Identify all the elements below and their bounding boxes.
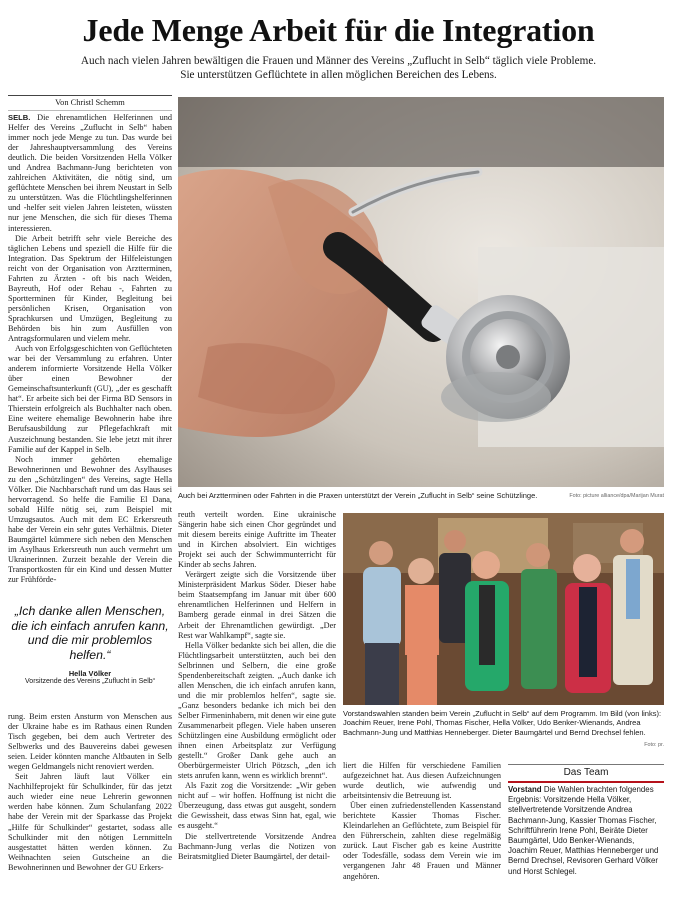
- subheadline: [0, 54, 677, 82]
- quote-author-role: Vorsitzende des Vereins „Zuflucht in Selb“: [25, 678, 155, 686]
- byline: Von Christl Schemm: [8, 95, 172, 111]
- dateline: SELB.: [8, 113, 31, 122]
- headline: Jede Menge Arbeit für die Integration: [82, 12, 595, 48]
- quote-text: „Ich danke allen Menschen, die ich einfach anrufen kann, und die mir problemlos helfen.“: [11, 604, 169, 662]
- subheadline-line-2: Sie unterstützen Geflüchtete in allen möglichen Bereichen des Lebens.: [180, 69, 497, 81]
- article-column-1-continued: [8, 712, 172, 873]
- paragraph: Auch von Erfolgsgeschichten von Geflüchteten war bei der Versammlung zu erfahren. Unter anderem informierte Vorsitzende Hella Völker über einen Bewohner der Gemeinschaftsunterkunft (GU), „der es geschafft hat“. Er arbeite sich bei der Firma BD Sensors in Thierstein erfolgreich als Buchhalter nach oben. Eine weitere ehemalige Bewohnerin habe ihre Berufsausbildung zur Pflegefachkraft mit Auszeichnung bestanden. Sie lebe jetzt mit ihrer Familie auf der Kappel in Selb.: [8, 344, 172, 454]
- photo-1-caption: Auch bei Arztterminen oder Fahrten in die Praxen unterstützt der Verein „Zuflucht in Selb“ seine Schützlinge.: [178, 491, 538, 500]
- paragraph: Die Arbeit betrifft sehr viele Bereiche des täglichen Lebens und speziell die Hilfe für die Integration. Das Spektrum der Hilfeleistungen reicht von der Organisation von Arztterminen, Fahrten zu Ärzten - oft bis nach Weiden, Bayreuth, Hof oder Rehau -, Fahrten zu Sportterminen für Kinder, Begleitung bei persönlichen Krisen, Organisation von Sprachkursen und Umzügen, Begleitung zu Behörden bis hin zum Ausfüllen von Antragsformularen und vielem mehr.: [8, 233, 172, 344]
- paragraph: Die stellvertretende Vorsitzende Andrea Bachmann-Jung verlas die Notizen von Beiratsmitglied Dieter Baumgärtel, der detail-: [178, 831, 336, 861]
- article-column-1: [8, 113, 172, 585]
- subheadline-line-1: Auch nach vielen Jahren bewältigen die Frauen und Männer des Vereins „Zuflucht in Selb“ täglich viele Probleme.: [80, 55, 597, 67]
- group-photo-illustration: [343, 513, 664, 705]
- paragraph: liert die Hilfen für verschiedene Familien aufgezeichnet hat. Aus diesen Aufzeichnungen wurde deutlich, wie aufwendig und arbeitsintensiv die Betreuung ist.: [343, 761, 501, 801]
- photo-2-caption: Vorstandswahlen standen beim Verein „Zuflucht in Selb“ auf dem Programm. Im Bild (von links): Joachim Reuer, Irene Pohl, Thomas Fischer, Hella Völker, Udo Benker-Wienands, Andrea Bachmann-Jung und Matthias Henneberger. Dieter Baumgärtel und Bernd Drechsel fehlen.: [343, 709, 662, 737]
- photo-1-credit: Foto: picture alliance/dpa/Marijan Murat: [569, 493, 664, 499]
- photo-2-credit: Foto: pr.: [644, 742, 664, 748]
- pull-quote: [8, 604, 172, 687]
- paragraph: [8, 113, 172, 234]
- paragraph: Über einen zufriedenstellenden Kassenstand berichtete Kassier Thomas Fischer. Kleindarlehen an Geflüchtete, zum Beispiel für den Führerschein, zahlten diese regelmäßig zurück. Laut Fischer gab es keine Austritte oder Todesfälle, sodass dem Verein wie im vergangenen Jahr 48 Frauen und Männer angehören.: [343, 801, 501, 881]
- group-photo: [343, 513, 664, 705]
- stethoscope-illustration: [178, 97, 664, 487]
- stethoscope-photo: [178, 97, 664, 487]
- team-box-text: Die Wahlen brachten folgendes Ergebnis: Vorsitzende Hella Völker, stellvertretende Vorsitzende Andrea Bachmann-Jung, Kassier Thomas Fischer, Schriftführerin Irene Pohl, Beiräte Dieter Baumgärtel, Udo Benker-Wienands, Joachim Reuer, Matthias Henneberger und Bernd Drechsel, Revisoren Gerhard Völker und Horst Schlegel.: [508, 785, 659, 876]
- article-column-3: [343, 761, 501, 882]
- paragraph: Noch immer gehörten ehemalige Bewohnerinnen und Bewohner des Asylhauses zu den „Schützlingen“ des Vereins, sagte Hella Völker. Die Nachbarschaft rund um das Haus sei hervorragend. So helfe die Familie El Dana, sobald Hilfe nötig sei, zum Beispiel mit Umzugsautos. Auch mit dem EC Erkersreuth habe der Verein ein sehr gutes Verhältnis. Dieter Baumgärtel kümmere sich neben den Menschen im Asylhaus Erkersreuth nun auch vermehrt um Ukrainerinnen. Zurzeit bezahle der Verein die Transportkosten für ein Kind und dessen Mutter zur Frühförde-: [8, 454, 172, 585]
- paragraph: Seit Jahren läuft laut Völker ein Nachhilfeprojekt für Schulkinder, für das jetzt auch wieder eine neue Lehrerin gewonnen werden habe können. Zum Schulanfang 2022 habe der Verein mit der Sparkasse das Projekt „Hilfe für Schulkinder“ gestartet, sodass alle Schulkinder mit den nötigen Lernmitteln ausgestattet hätten werden können. Zu Weihnachten seien Gutscheine an die Bewohnerinnen und Bewohner der GU Erkers-: [8, 772, 172, 872]
- paragraph: Verärgert zeigte sich die Vorsitzende über Ministerpräsident Markus Söder. Dieser habe beim Staatsempfang im Januar mit über 600 ehrenamtlichen Helferinnen und Helfern in Bamberg gerade einmal in drei Sätzen die Arbeit der Ehrenamtlichen gewürdigt. „Der Rest war Wahlkampf“, sagte sie.: [178, 570, 336, 640]
- team-box-lead: Vorstand: [508, 785, 542, 794]
- paragraph: Hella Völker bedankte sich bei allen, die die Flüchtlingsarbeit unterstützten, auch bei den Selbrinnen und Selbern, die eine große Spendenbereitschaft zeigten. „Auch danke ich allen Menschen, die ich einfach anrufen kann, und die mir problemlos helfen“, sagte sie. „Ganz besonders bedanke ich mich bei den Selber Firmeninhabern, mit denen wir eine gute Zusammenarbeit pflegen. Viele haben unseren Schützlingen eine Ausbildung ermöglicht oder ihnen einen Arbeitsplatz zur Verfügung gestellt.“ Großer Dank gehe auch an Oberbürgermeister Ulrich Pötzsch, „den ich stets anrufen kann, wenn es wirklich brennt“.: [178, 640, 336, 781]
- team-box-body: [508, 785, 664, 877]
- team-box-title: Das Team: [508, 764, 664, 783]
- paragraph-text: Die ehrenamtlichen Helferinnen und Helfer des Vereins „Zuflucht in Selb“ haben immer noch jede Menge zu tun. Das wurde bei der Jahreshauptversammlung des Vereins deutlich. Die beiden Vorsitzenden Hella Völker und Andrea Bachmann-Jung berichteten von zahlreichen Aktivitäten, die nötig sind, um geflüchtete Menschen bei ihrem Neustart in Selb zu unterstützen. Was die Flüchtlingshelferinnen und -helfer seit vielen Jahren leisteten, wüssten nur jene Menschen, die sich für dieses Thema interessieren.: [8, 113, 172, 233]
- paragraph: Als Fazit zog die Vorsitzende: „Wir geben nicht auf – wir hoffen. Hoffnung ist nicht die Überzeugung, dass etwas gut ausgeht, sondern die Gewissheit, dass etwas Sinn hat, egal, wie es ausgeht.“: [178, 781, 336, 831]
- paragraph: reuth verteilt worden. Eine ukrainische Sängerin habe sich einen Chor gegründet und mit diesem bereits einige Auftritte im Theater und in Kirchen absolviert. Ein wichtiges Projekt sei auch der Schwimmunterricht für Kinder ab sechs Jahren.: [178, 510, 336, 570]
- article-column-2: [178, 510, 336, 862]
- quote-author: Hella Völker: [68, 669, 112, 679]
- team-box: [508, 764, 664, 877]
- paragraph: rung. Beim ersten Ansturm von Menschen aus der Ukraine habe es im Rathaus einen Runden Tisch gegeben, bei dem auch Vertreter des Selbwerks und des Bauvereins dabei gewesen seien. Leider könnten manche Altbauten in Selb wegen Geldmangels nicht renoviert werden.: [8, 712, 172, 772]
